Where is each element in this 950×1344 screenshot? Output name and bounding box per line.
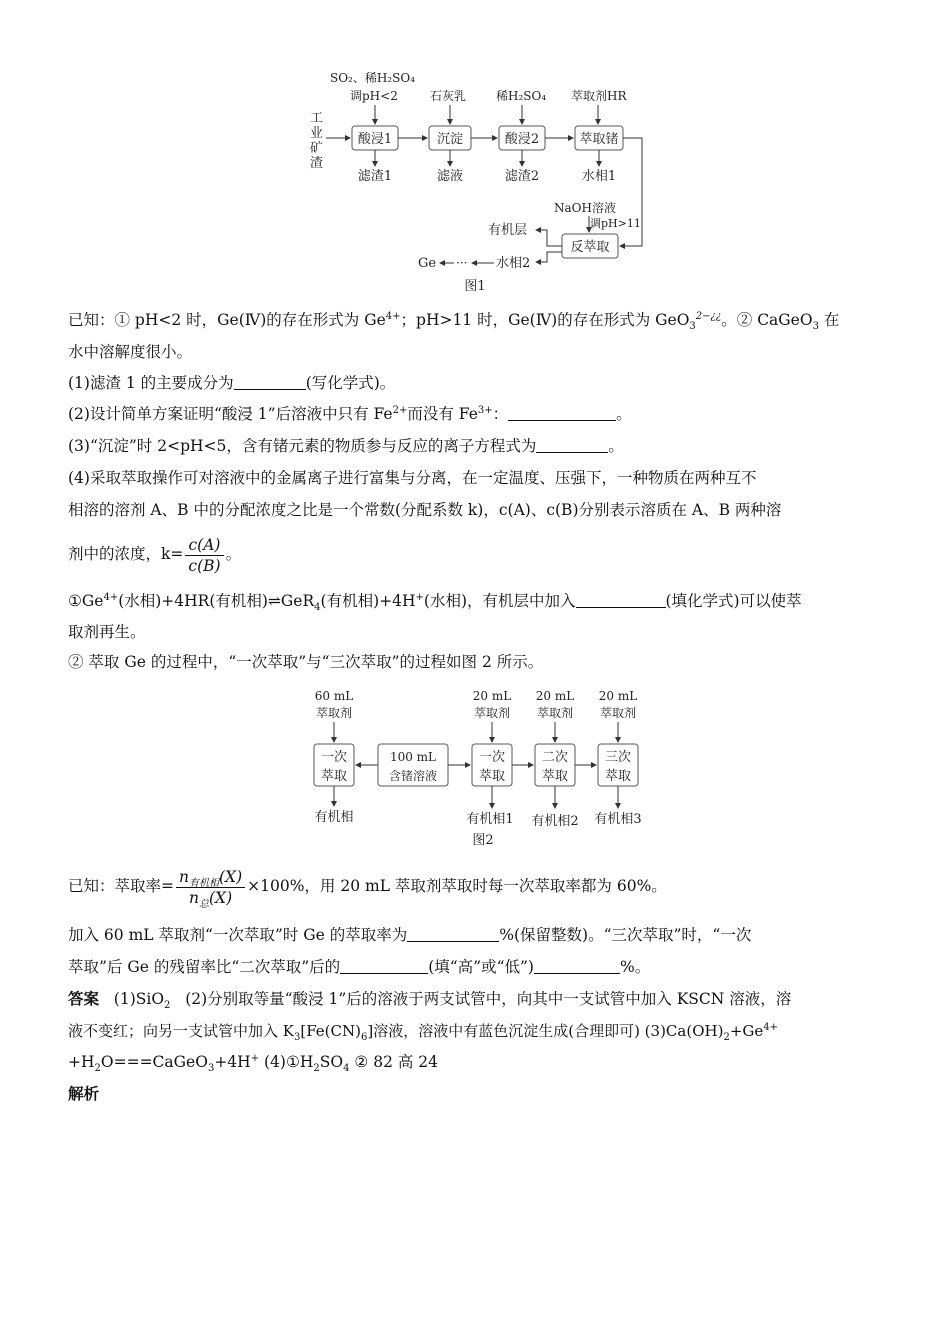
box-2-a: 二次: [541, 750, 569, 765]
ans3-sub4: 4: [343, 1063, 350, 1075]
out-3: 有机相3: [594, 812, 642, 827]
q41-c: (有机相)+4H: [320, 592, 416, 610]
source-1: 100 mL: [389, 750, 437, 764]
ans3-sub1: 2: [94, 1063, 101, 1075]
answer-label: 答案: [68, 989, 100, 1008]
extraction-fraction: [176, 867, 245, 908]
acid1-input-2: 调pH<2: [350, 89, 398, 103]
q5-blank-3[interactable]: [534, 957, 620, 974]
known1-d: 在: [818, 311, 840, 329]
ans3-sup: +: [250, 1052, 260, 1064]
known1-sub: 3: [689, 321, 696, 333]
q2-d: 。: [616, 405, 632, 423]
known1-a: 已知：① pH<2 时，Ge(Ⅳ)的存在形式为 Ge: [68, 311, 386, 329]
box-back-extract-label: 反萃取: [570, 240, 610, 255]
q41-d: (水相)，有机层中加入: [423, 592, 576, 610]
ans2-sub3: 2: [723, 1032, 730, 1043]
box-acid2-label: 酸浸2: [504, 132, 540, 147]
ans2-sub1: 3: [293, 1032, 301, 1043]
ph11-label: 调pH>11: [590, 217, 641, 230]
question-5-line-1: [68, 924, 882, 946]
raw-char-1: 工: [310, 111, 324, 126]
left-out: 有机相: [314, 810, 354, 825]
den-sub: 总: [198, 898, 209, 910]
ans3-a: +H: [68, 1053, 95, 1071]
den-n: n: [189, 888, 199, 907]
question-5-line-2: [68, 956, 882, 978]
known2-b: ×100%，用 20 mL 萃取剂萃取时每一次萃取率都为 60%。: [247, 877, 667, 895]
question-4-1-line-1: [68, 590, 882, 612]
known1-sub2: 3: [812, 321, 819, 333]
known1-sup2: 2−¿¿: [695, 310, 722, 322]
ans3-e: SO: [319, 1053, 344, 1071]
top-2-b: 萃取剂: [536, 706, 574, 720]
left-top-2: 萃取剂: [315, 706, 353, 720]
ans-sub1: 2: [164, 1000, 171, 1012]
box-1-b: 萃取: [478, 769, 506, 784]
ans2-d: +Ge: [729, 1022, 764, 1040]
top-3-b: 萃取剂: [599, 706, 637, 720]
q5-blank-2[interactable]: [340, 957, 428, 974]
figure-2-diagram: [300, 684, 660, 850]
q41-e: (填化学式)可以使萃: [665, 592, 802, 610]
q1-b: (写化学式)。: [305, 374, 396, 392]
naoh-label: NaOH溶液: [554, 201, 616, 215]
question-1: [68, 372, 882, 394]
question-4-line-2: 相溶的溶剂 A、B 中的分配浓度之比是一个常数(分配系数 k)，c(A)、c(B)分别表示溶质在 A、B 两种溶: [68, 501, 782, 519]
top-2-a: 20 mL: [535, 689, 575, 703]
known1-sup1: 4+: [385, 310, 401, 322]
answer-line-2: [68, 1020, 882, 1042]
q41-sup2: +: [415, 591, 424, 603]
q4-line3-a: 剂中的浓度，k=: [68, 545, 184, 563]
box-2-b: 萃取: [541, 769, 569, 784]
ans2-b: [Fe(CN): [300, 1022, 361, 1040]
q41-b: (水相)+4HR(有机相)⇌GeR: [118, 592, 315, 610]
q2-sup2: 3+: [477, 404, 493, 416]
question-4-line-3: [68, 532, 882, 576]
left-box-1: 一次: [320, 750, 348, 765]
box-3-b: 萃取: [604, 769, 632, 784]
den-x: (X): [208, 888, 233, 907]
q41-a: ①Ge: [68, 592, 104, 610]
q3-blank[interactable]: [536, 436, 608, 453]
precip-input: 石灰乳: [430, 89, 467, 103]
known-2: [68, 860, 882, 912]
known1-b: ；pH>11 时，Ge(Ⅳ)的存在形式为 GeO: [400, 311, 690, 329]
q2-blank[interactable]: [508, 404, 616, 421]
q41-blank[interactable]: [576, 591, 666, 608]
left-top-1: 60 mL: [314, 689, 354, 703]
dots-label: ···: [456, 256, 468, 270]
question-3: [68, 435, 882, 457]
box-acid1-label: 酸浸1: [357, 132, 393, 147]
ge-label: Ge: [418, 256, 437, 271]
q2-c: ：: [492, 405, 509, 423]
organic-layer-label: 有机层: [488, 223, 528, 238]
out-1: 有机相1: [466, 812, 514, 827]
ans3-d: (4)①H: [259, 1053, 314, 1071]
answer-line-3: [68, 1051, 882, 1073]
q5-line2-a: 萃取”后 Ge 的残留率比“二次萃取”后的: [68, 958, 341, 976]
out-residue2: 滤渣2: [504, 169, 540, 184]
raw-char-2: 业: [310, 126, 324, 141]
figure-1: [300, 64, 650, 300]
q41-sub: 4: [314, 602, 321, 614]
known2-a: 已知：萃取率=: [68, 877, 174, 895]
top-1-b: 萃取剂: [473, 706, 511, 720]
num-n: n: [179, 867, 189, 886]
acid1-input-1: SO₂、稀H₂SO₄: [330, 71, 416, 85]
top-3-a: 20 mL: [598, 689, 638, 703]
extraction-denominator: [176, 888, 245, 908]
ans3-c: +4H: [214, 1053, 251, 1071]
out-2: 有机相2: [531, 814, 579, 829]
ans3-b: O===CaGeO: [100, 1053, 208, 1071]
question-4-2: ② 萃取 Ge 的过程中，“一次萃取”与“三次萃取”的过程如图 2 所示。: [68, 653, 544, 671]
num-sub: 有机相: [188, 877, 219, 889]
question-2: [68, 403, 882, 425]
ans2-a: 液不变红；向另一支试管中加入 K: [68, 1022, 294, 1040]
box-1-a: 一次: [478, 750, 506, 765]
top-1-a: 20 mL: [472, 689, 512, 703]
answer-line-1: [68, 988, 882, 1010]
k-denominator: c(B): [188, 556, 221, 575]
known-1-line-1: [68, 309, 882, 331]
q41-sup1: 4+: [103, 591, 119, 603]
question-4-line-1: (4)采取萃取操作可对溶液中的金属离子进行富集与分离，在一定温度、压强下，一种物质在两种互不: [68, 469, 757, 487]
out-water1: 水相1: [581, 169, 617, 184]
figure-2-caption: 图2: [472, 833, 494, 848]
ans3-f: ② 82 高 24: [349, 1053, 439, 1071]
figure-1-caption: 图1: [464, 279, 486, 294]
box-precip-label: 沉淀: [436, 132, 464, 147]
q5-a: 加入 60 mL 萃取剂“一次萃取”时 Ge 的萃取率为: [68, 926, 408, 944]
extract-input: 萃取剂HR: [571, 89, 627, 103]
ans3-sub2: 3: [207, 1063, 215, 1075]
water2-label: 水相2: [496, 256, 531, 271]
q3-b: 。: [608, 437, 624, 455]
question-4-1-line-2: 取剂再生。: [68, 623, 146, 641]
ans3-sub3: 2: [313, 1063, 320, 1075]
q3-a: (3)“沉淀”时 2<pH<5，含有锗元素的物质参与反应的离子方程式为: [68, 437, 537, 455]
source-2: 含锗溶液: [388, 769, 438, 783]
figure-1-diagram: [300, 64, 650, 300]
box-3-a: 三次: [604, 750, 632, 765]
q1-a: (1)滤渣 1 的主要成分为: [68, 374, 234, 392]
q1-blank[interactable]: [234, 373, 306, 390]
ans2-sup: 4+: [763, 1022, 778, 1033]
out-filtrate: 滤液: [436, 169, 464, 184]
q5-blank-1[interactable]: [407, 925, 499, 942]
acid2-input: 稀H₂SO₄: [496, 89, 547, 103]
k-numerator: c(A): [185, 535, 223, 556]
q2-sup1: 2+: [392, 404, 408, 416]
ans-b: (2)分别取等量“酸浸 1”后的溶液于两支试管中，向其中一支试管中加入 KSCN 溶液，溶: [185, 990, 792, 1008]
q2-a: (2)设计简单方案证明“酸浸 1”后溶液中只有 Fe: [68, 405, 393, 423]
num-x: (X): [218, 867, 243, 886]
q4-line3-b: 。: [225, 545, 242, 563]
q5-line2-c: %。: [619, 958, 651, 976]
k-fraction: [185, 535, 223, 576]
ans-a: (1)SiO: [113, 990, 165, 1008]
raw-char-3: 矿: [310, 141, 324, 156]
raw-char-4: 渣: [310, 156, 324, 171]
extraction-numerator: [176, 867, 245, 888]
known1-c: 。② CaGeO: [721, 311, 813, 329]
known-1-line-2: 水中溶解度很小。: [68, 343, 193, 361]
analysis-label: 解析: [68, 1084, 100, 1103]
box-extract-label: 萃取锗: [579, 132, 619, 147]
out-residue1: 滤渣1: [357, 169, 393, 184]
ans2-c: ]溶液，溶液中有蓝色沉淀生成(合理即可) (3)Ca(OH): [367, 1022, 724, 1040]
q5-line2-b: (填“高”或“低”): [428, 958, 534, 976]
q2-b: 而没有 Fe: [407, 405, 478, 423]
left-box-2: 萃取: [320, 769, 348, 784]
ans2-sub2: 6: [360, 1032, 368, 1043]
q5-b: %(保留整数)。“三次萃取”时，“一次: [499, 926, 752, 944]
figure-2: [300, 684, 660, 850]
